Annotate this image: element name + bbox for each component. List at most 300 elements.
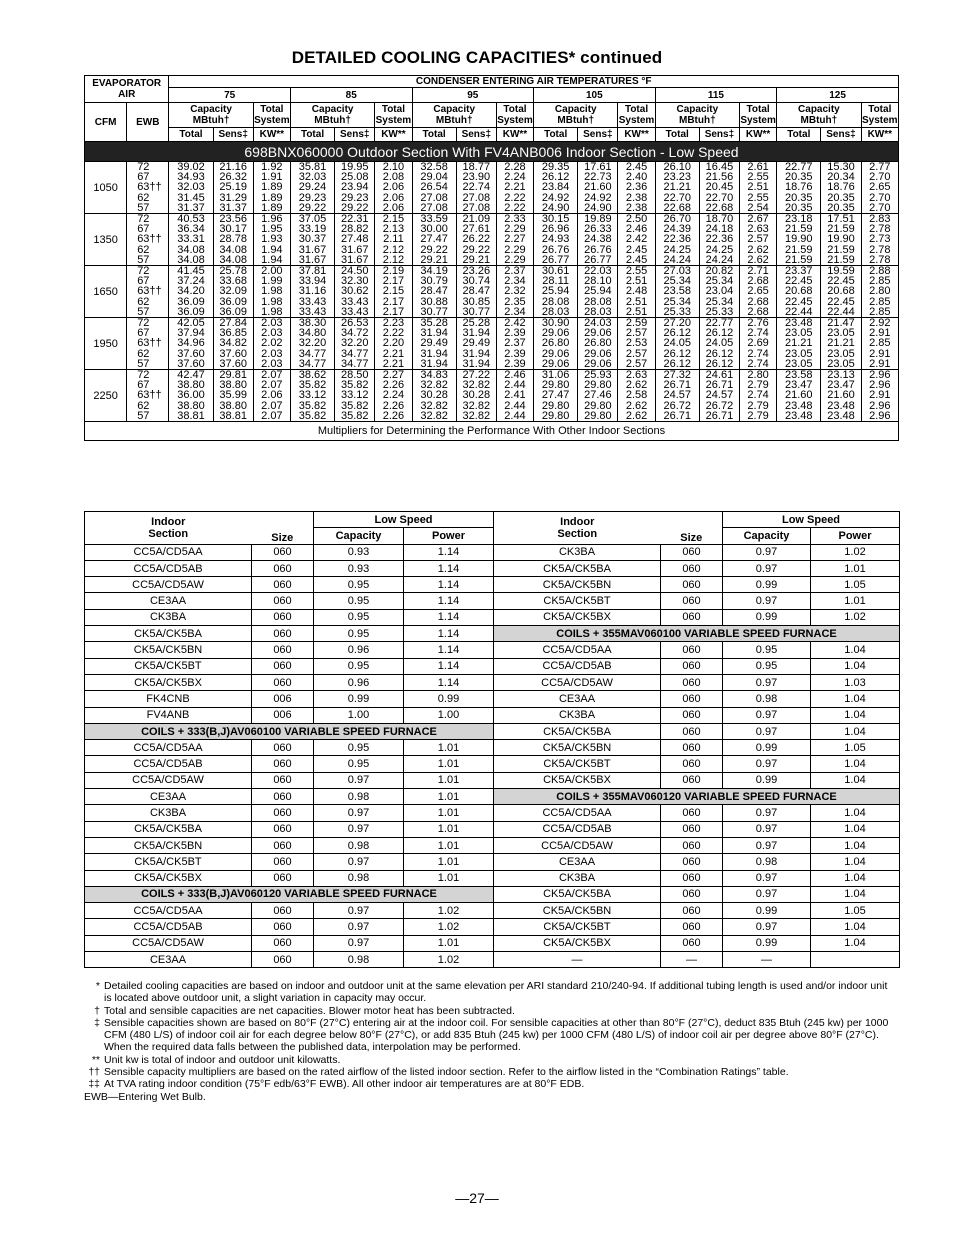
size-cell: 060 [661, 756, 723, 772]
value-cell: 2.77 2.70 2.65 2.70 2.70 [861, 162, 898, 214]
power-cell: 1.01 [404, 837, 494, 853]
size-cell: 060 [252, 789, 314, 805]
size-cell: 060 [661, 772, 723, 788]
indoor-section-cell: CK5A/CK5BX [494, 609, 661, 625]
size-cell: 060 [661, 593, 723, 609]
value-cell: 16.45 21.56 20.45 22.70 22.68 [699, 162, 739, 214]
size-cell: 060 [661, 837, 723, 853]
value-cell: 22.77 20.35 18.76 20.35 20.35 [777, 162, 821, 214]
power-cell: 1.03 [811, 674, 900, 690]
power-cell: 1.04 [811, 658, 900, 674]
footnote [84, 1005, 894, 1017]
capacity-cell: 0.95 [314, 626, 404, 642]
indoor-section-cell: CC5A/CD5AA [494, 805, 661, 821]
mult-header-row-1 [85, 512, 900, 528]
power-cell: 1.14 [404, 642, 494, 658]
value-cell: 2.46 2.44 2.41 2.44 2.44 [496, 370, 533, 422]
multiplier-row [85, 837, 900, 853]
capacity-header: Capacity MBtuh† [169, 103, 253, 128]
value-cell: 2.03 2.03 2.02 2.03 2.03 [253, 318, 290, 370]
size-cell: 060 [661, 544, 723, 560]
ewb-cell: 72 67 63†† 62 57 [127, 266, 169, 318]
capacity-cell: 0.96 [314, 642, 404, 658]
size-cell: — [661, 952, 723, 968]
capacity-header: Capacity [314, 528, 404, 544]
capacity-cell: — [723, 952, 811, 968]
indoor-section-cell: CK5A/CK5BX [85, 674, 252, 690]
indoor-section-cell: CC5A/CD5AB [494, 658, 661, 674]
sens-header: Sens‡ [456, 128, 496, 142]
multiplier-row [85, 560, 900, 576]
multiplier-row [85, 870, 900, 886]
power-cell: 1.01 [404, 935, 494, 951]
value-cell: 19.59 22.45 20.68 22.45 22.44 [821, 266, 861, 318]
value-cell: 42.47 38.80 36.00 38.80 38.81 [169, 370, 213, 422]
footnote-symbol: * [95, 980, 100, 992]
value-cell: 2.37 2.34 2.32 2.35 2.34 [496, 266, 533, 318]
multiplier-row [85, 935, 900, 951]
capacity-cell: 0.99 [723, 772, 811, 788]
value-cell: 29.81 38.80 35.99 38.80 38.81 [213, 370, 253, 422]
power-cell: 1.04 [811, 821, 900, 837]
footnotes [84, 980, 894, 1103]
size-cell: 060 [252, 642, 314, 658]
power-cell: 1.14 [404, 593, 494, 609]
indoor-section-cell: CK5A/CK5BT [494, 919, 661, 935]
capacity-cell: 0.99 [723, 740, 811, 756]
power-cell: 1.01 [404, 756, 494, 772]
value-cell: 37.81 33.94 31.16 33.43 33.43 [290, 266, 334, 318]
ewb-cell: 72 67 63†† 62 57 [127, 318, 169, 370]
indoor-section-cell: CK5A/CK5BX [494, 935, 661, 951]
capacity-cell: 0.97 [314, 821, 404, 837]
value-cell: 31.06 29.80 27.47 29.80 29.80 [534, 370, 578, 422]
size-cell: 060 [252, 805, 314, 821]
value-cell: 17.61 22.73 21.60 24.92 24.90 [578, 162, 618, 214]
capacity-cell: 0.95 [723, 658, 811, 674]
power-cell: 1.01 [404, 854, 494, 870]
total-system-header: Total System [740, 104, 776, 126]
size-cell: 060 [252, 935, 314, 951]
indoor-section-header: Indoor Section [494, 512, 661, 545]
power-cell: 1.01 [404, 772, 494, 788]
capacity-cell: 0.97 [723, 837, 811, 853]
value-cell: 2.55 2.51 2.48 2.51 2.51 [618, 266, 655, 318]
size-cell: 060 [252, 919, 314, 935]
size-cell: 060 [661, 609, 723, 625]
power-cell: 1.04 [811, 870, 900, 886]
value-cell: 2.50 2.46 2.42 2.45 2.45 [618, 214, 655, 266]
footnote [84, 1054, 894, 1066]
size-cell: 060 [252, 658, 314, 674]
size-cell: 060 [252, 952, 314, 968]
footnote-text: Unit kw is total of indoor and outdoor unit kilowatts. [104, 1053, 341, 1066]
power-cell: 1.01 [404, 740, 494, 756]
table-row [85, 318, 899, 370]
footnote [84, 1017, 894, 1054]
footnote-symbol: ** [91, 1053, 100, 1066]
capacity-cell: 0.98 [314, 837, 404, 853]
indoor-section-cell: CC5A/CD5AB [494, 821, 661, 837]
value-cell: 24.50 32.30 30.62 33.43 33.43 [335, 266, 375, 318]
value-cell: 2.80 2.79 2.74 2.79 2.79 [740, 370, 777, 422]
footnote-symbol: ‡ [94, 1016, 100, 1029]
kw-header: KW** [618, 128, 655, 142]
value-cell: 23.48 23.05 21.21 23.05 23.05 [777, 318, 821, 370]
power-cell: 1.02 [404, 952, 494, 968]
size-cell: 060 [661, 740, 723, 756]
capacity-header: Capacity MBtuh† [777, 103, 861, 128]
capacity-cell: 0.97 [723, 723, 811, 739]
cfm-cell: 1050 [85, 162, 127, 214]
value-cell: 25.78 33.68 32.09 36.09 36.09 [213, 266, 253, 318]
value-cell: 22.77 26.12 24.05 26.12 26.12 [699, 318, 739, 370]
capacity-cell: 0.98 [314, 870, 404, 886]
indoor-section-cell: CK5A/CK5BX [85, 870, 252, 886]
size-cell: 060 [252, 577, 314, 593]
value-cell: 2.00 1.99 1.98 1.98 1.98 [253, 266, 290, 318]
power-header: Power [404, 528, 494, 544]
indoor-section-cell: FV4ANB [85, 707, 252, 723]
value-cell: 23.56 30.17 28.78 34.08 34.08 [213, 214, 253, 266]
temp-col-header: 95 [412, 88, 534, 103]
total-header: Total [777, 128, 821, 142]
total-system-header: Total System [375, 104, 412, 126]
value-cell: 29.35 26.12 23.84 24.92 24.90 [534, 162, 578, 214]
value-cell: 30.90 29.06 26.80 29.06 29.06 [534, 318, 578, 370]
capacity-cell: 0.93 [314, 544, 404, 560]
size-cell: 060 [252, 674, 314, 690]
value-cell: 27.03 25.34 23.58 25.34 25.33 [655, 266, 699, 318]
capacity-cell: 0.98 [314, 789, 404, 805]
indoor-section-cell: CK5A/CK5BN [85, 837, 252, 853]
value-cell: 18.77 23.90 22.74 27.08 27.08 [456, 162, 496, 214]
size-cell: 060 [661, 886, 723, 902]
indoor-section-cell: CK5A/CK5BA [85, 821, 252, 837]
indoor-section-cell: CK5A/CK5BN [85, 642, 252, 658]
indoor-section-cell: CK5A/CK5BA [494, 723, 661, 739]
power-cell: 1.04 [811, 642, 900, 658]
size-cell: 060 [661, 935, 723, 951]
power-cell: 1.04 [811, 919, 900, 935]
size-cell: 060 [661, 560, 723, 576]
multiplier-row [85, 593, 900, 609]
power-cell: 1.14 [404, 674, 494, 690]
cooling-capacity-table [84, 75, 899, 441]
capacity-cell: 0.97 [314, 903, 404, 919]
value-cell: 25.28 31.94 29.49 31.94 31.94 [456, 318, 496, 370]
capacity-header: Capacity MBtuh† [655, 103, 739, 128]
value-cell: 28.50 35.82 33.12 35.82 35.82 [335, 370, 375, 422]
cfm-cell: 1950 [85, 318, 127, 370]
power-cell: 1.05 [811, 577, 900, 593]
value-cell: 2.61 2.55 2.51 2.55 2.54 [740, 162, 777, 214]
value-cell: 2.10 2.08 2.06 2.06 2.06 [375, 162, 412, 214]
capacity-cell: 0.97 [723, 805, 811, 821]
value-cell: 34.83 32.82 30.28 32.82 32.82 [412, 370, 456, 422]
temp-col-header: 75 [169, 88, 291, 103]
capacity-cell: 0.97 [723, 919, 811, 935]
power-cell: 1.02 [811, 544, 900, 560]
page-title: DETAILED COOLING CAPACITIES* continued [291, 48, 663, 67]
indoor-section-cell: CC5A/CD5AB [85, 919, 252, 935]
power-cell: 1.14 [404, 658, 494, 674]
value-cell: 27.84 36.85 34.82 37.60 37.60 [213, 318, 253, 370]
multiplier-row [85, 723, 900, 739]
capacity-cell: 0.99 [723, 935, 811, 951]
indoor-section-cell: CC5A/CD5AW [494, 674, 661, 690]
indoor-section-cell: CC5A/CD5AA [494, 642, 661, 658]
value-cell: 2.63 2.62 2.58 2.62 2.62 [618, 370, 655, 422]
value-cell: 26.10 23.23 21.21 22.70 22.68 [655, 162, 699, 214]
value-cell: 30.61 28.11 25.94 28.08 28.03 [534, 266, 578, 318]
value-cell: 2.88 2.85 2.80 2.85 2.85 [861, 266, 898, 318]
indoor-section-cell: CK5A/CK5BT [85, 854, 252, 870]
furnace-section-label: COILS + 355MAV060100 VARIABLE SPEED FURNACE [494, 626, 900, 642]
power-cell: 1.04 [811, 837, 900, 853]
indoor-section-cell: CC5A/CD5AW [85, 935, 252, 951]
multiplier-row [85, 805, 900, 821]
cfm-cell: 1650 [85, 266, 127, 318]
cfm-header: CFM [85, 103, 127, 142]
indoor-section-cell: CK5A/CK5BA [494, 560, 661, 576]
size-cell: 006 [252, 691, 314, 707]
temp-col-header: 115 [655, 88, 777, 103]
temp-col-header: 125 [777, 88, 899, 103]
total-system-header: Total System [862, 104, 898, 126]
furnace-section-label: COILS + 333(B,J)AV060100 VARIABLE SPEED FURNACE [85, 723, 494, 739]
size-cell: 060 [661, 903, 723, 919]
capacity-cell: 0.97 [723, 886, 811, 902]
multiplier-row [85, 789, 900, 805]
power-cell: 1.04 [811, 707, 900, 723]
indoor-section-cell: CK3BA [85, 609, 252, 625]
value-cell: 21.47 23.05 21.21 23.05 23.05 [821, 318, 861, 370]
indoor-section-cell: CK3BA [494, 870, 661, 886]
footnote [84, 980, 894, 1005]
size-cell: 060 [252, 821, 314, 837]
indoor-section-cell: CC5A/CD5AW [494, 837, 661, 853]
indoor-section-cell: — [494, 952, 661, 968]
power-cell: 1.04 [811, 854, 900, 870]
value-cell: 2.71 2.68 2.65 2.68 2.68 [740, 266, 777, 318]
capacity-cell: 0.97 [723, 821, 811, 837]
capacity-header: Capacity MBtuh† [534, 103, 618, 128]
multiplier-row [85, 854, 900, 870]
indoor-section-cell: CE3AA [85, 593, 252, 609]
capacity-cell: 0.98 [723, 854, 811, 870]
size-cell: 060 [661, 691, 723, 707]
value-cell: 2.28 2.24 2.21 2.22 2.22 [496, 162, 533, 214]
indoor-section-cell: CK3BA [494, 707, 661, 723]
indoor-section-cell: CK5A/CK5BN [494, 903, 661, 919]
multiplier-row [85, 772, 900, 788]
size-cell: 060 [661, 658, 723, 674]
footnote-symbol: †† [88, 1066, 100, 1079]
size-cell: 060 [661, 870, 723, 886]
value-cell: 2.07 2.07 2.06 2.07 2.07 [253, 370, 290, 422]
capacity-cell: 0.97 [723, 674, 811, 690]
total-system-header: Total System [497, 104, 533, 126]
size-cell: 060 [661, 854, 723, 870]
size-cell: 060 [252, 740, 314, 756]
size-cell: 060 [661, 723, 723, 739]
value-cell: 19.89 26.33 24.38 26.76 26.77 [578, 214, 618, 266]
value-cell: 38.62 35.82 33.12 35.82 35.82 [290, 370, 334, 422]
size-cell: 060 [252, 854, 314, 870]
value-cell: 22.31 28.82 27.48 31.67 31.67 [335, 214, 375, 266]
value-cell: 25.93 29.80 27.46 29.80 29.80 [578, 370, 618, 422]
size-cell: 060 [252, 609, 314, 625]
capacity-cell: 0.95 [314, 658, 404, 674]
size-header: Size [661, 512, 723, 545]
kw-header: KW** [861, 128, 898, 142]
footnote [84, 1091, 894, 1103]
value-cell: 33.59 30.00 27.47 29.22 29.21 [412, 214, 456, 266]
size-cell: 060 [661, 577, 723, 593]
value-cell: 37.05 33.19 30.37 31.67 31.67 [290, 214, 334, 266]
header-row-groups [85, 103, 899, 128]
indoor-section-cell: CC5A/CD5AA [85, 903, 252, 919]
size-cell: 060 [252, 560, 314, 576]
page-number: —27— [455, 1190, 499, 1206]
value-cell: 19.95 25.08 23.94 29.23 29.22 [335, 162, 375, 214]
footnote-text: Total and sensible capacities are net capacities. Blower motor heat has been subtracted. [104, 1004, 515, 1017]
power-cell: 1.14 [404, 577, 494, 593]
value-cell: 1.96 1.95 1.93 1.94 1.94 [253, 214, 290, 266]
size-header: Size [252, 512, 314, 545]
indoor-section-cell: CK5A/CK5BT [494, 593, 661, 609]
size-cell: 060 [252, 756, 314, 772]
capacity-cell: 0.99 [723, 609, 811, 625]
multipliers-caption: Multipliers for Determining the Performance With Other Indoor Sections [85, 422, 899, 441]
size-cell: 060 [252, 837, 314, 853]
value-cell: 23.37 22.45 20.68 22.45 22.44 [777, 266, 821, 318]
value-cell: 2.59 2.57 2.53 2.57 2.57 [618, 318, 655, 370]
value-cell: 35.81 32.03 29.24 29.23 29.22 [290, 162, 334, 214]
footnote-text: Sensible capacities shown are based on 80°F (27°C) entering air at the indoor coil. For sensible capacities at other than 80°F (27°C), deduct 835 Btuh (245 kw) per 1000 CFM (480 L/S) of indoor coil air for each degree below 80°F (27°C), or add 835 Btuh (245 kw) per 1000 CFM (480 L/S) of indoor coil air per degree above 80°F (27°C). When the required data falls between the published data, interpolation may be performed. [104, 1016, 889, 1054]
indoor-section-cell: CC5A/CD5AA [85, 544, 252, 560]
power-cell: 1.00 [404, 707, 494, 723]
value-cell: 27.22 32.82 30.28 32.82 32.82 [456, 370, 496, 422]
multiplier-row [85, 691, 900, 707]
power-cell: 1.14 [404, 626, 494, 642]
footnote-text: At TVA rating indoor condition (75°F edb/63°F EWB). All other indoor air temperatures are at 80°F EDB. [104, 1078, 585, 1091]
size-cell: 060 [252, 593, 314, 609]
value-cell: 1.92 1.91 1.89 1.89 1.89 [253, 162, 290, 214]
power-cell: 1.04 [811, 772, 900, 788]
indoor-section-cell: CC5A/CD5AW [85, 577, 252, 593]
indoor-section-cell: CK3BA [494, 544, 661, 560]
power-cell: 1.01 [811, 560, 900, 576]
evaporator-air-header: EVAPORATOR AIR [85, 76, 169, 103]
power-cell: 1.04 [811, 935, 900, 951]
value-cell: 21.16 26.32 25.19 31.29 31.37 [213, 162, 253, 214]
value-cell: 30.15 26.96 24.93 26.76 26.77 [534, 214, 578, 266]
capacity-cell: 0.95 [314, 756, 404, 772]
power-cell: 1.02 [811, 609, 900, 625]
multiplier-row [85, 952, 900, 968]
size-cell: 060 [252, 772, 314, 788]
sens-header: Sens‡ [699, 128, 739, 142]
furnace-section-label: COILS + 333(B,J)AV060120 VARIABLE SPEED FURNACE [85, 886, 494, 902]
footnote-text: Sensible capacity multipliers are based on the rated airflow of the listed indoor section. Refer to the airflow listed in the “Combination Ratings” table. [104, 1066, 789, 1079]
multiplier-row [85, 674, 900, 690]
ewb-cell: 72 67 63†† 62 57 [127, 162, 169, 214]
indoor-section-cell: CE3AA [494, 691, 661, 707]
capacity-cell: 0.95 [723, 642, 811, 658]
ewb-cell: 72 67 63†† 62 57 [127, 214, 169, 266]
value-cell: 2.45 2.40 2.36 2.38 2.38 [618, 162, 655, 214]
kw-header: KW** [253, 128, 290, 142]
capacity-cell: 0.95 [314, 740, 404, 756]
multipliers-table [84, 511, 900, 968]
capacity-cell: 0.93 [314, 560, 404, 576]
power-cell: 1.14 [404, 609, 494, 625]
indoor-section-cell: CK5A/CK5BX [494, 772, 661, 788]
size-cell: 060 [661, 821, 723, 837]
value-cell: 41.45 37.24 34.20 36.09 36.09 [169, 266, 213, 318]
multiplier-row [85, 919, 900, 935]
capacity-header: Capacity MBtuh† [290, 103, 374, 128]
sens-header: Sens‡ [213, 128, 253, 142]
indoor-section-cell: CC5A/CD5AA [85, 740, 252, 756]
capacity-cell: 0.97 [314, 805, 404, 821]
capacity-cell: 0.97 [723, 707, 811, 723]
power-cell: 1.04 [811, 723, 900, 739]
multiplier-row [85, 821, 900, 837]
table-row [85, 370, 899, 422]
indoor-section-cell: CC5A/CD5AB [85, 756, 252, 772]
value-cell: 2.92 2.91 2.85 2.91 2.91 [861, 318, 898, 370]
size-cell: 060 [661, 642, 723, 658]
temp-col-header: 85 [290, 88, 412, 103]
table-row [85, 162, 899, 214]
power-cell: 1.05 [811, 740, 900, 756]
indoor-section-cell: CK5A/CK5BN [494, 740, 661, 756]
indoor-section-cell: CK5A/CK5BN [494, 577, 661, 593]
footnote-text: Detailed cooling capacities are based on indoor and outdoor unit at the same elevation per ARI standard 210/240-94. If additional tubing length is used and/or indoor unit is located above outdoor unit, a slight variation in capacity may occur. [104, 980, 888, 1005]
table-row [85, 266, 899, 318]
power-cell [811, 952, 900, 968]
value-cell: 23.18 21.59 19.90 21.59 21.59 [777, 214, 821, 266]
value-cell: 42.05 37.94 34.96 37.60 37.60 [169, 318, 213, 370]
size-cell: 006 [252, 707, 314, 723]
value-cell: 27.20 26.12 24.05 26.12 26.12 [655, 318, 699, 370]
capacity-cell: 0.97 [723, 560, 811, 576]
power-cell: 1.01 [404, 789, 494, 805]
power-cell: 1.04 [811, 756, 900, 772]
indoor-section-header: Indoor Section [85, 512, 252, 545]
power-cell: 1.04 [811, 805, 900, 821]
sens-header: Sens‡ [821, 128, 861, 142]
sens-header: Sens‡ [335, 128, 375, 142]
total-header: Total [655, 128, 699, 142]
multiplier-row [85, 707, 900, 723]
indoor-section-cell: CK5A/CK5BT [494, 756, 661, 772]
ewb-cell: 72 67 63†† 62 57 [127, 370, 169, 422]
capacity-header: Capacity [723, 528, 811, 544]
power-cell: 1.02 [404, 903, 494, 919]
capacity-cell: 0.97 [723, 593, 811, 609]
capacity-cell: 0.97 [723, 756, 811, 772]
capacity-cell: 0.96 [314, 674, 404, 690]
value-cell: 21.09 27.61 26.22 29.22 29.21 [456, 214, 496, 266]
capacity-cell: 0.97 [314, 935, 404, 951]
indoor-section-cell: FK4CNB [85, 691, 252, 707]
multipliers-caption-row [85, 422, 899, 441]
cfm-cell: 2250 [85, 370, 127, 422]
